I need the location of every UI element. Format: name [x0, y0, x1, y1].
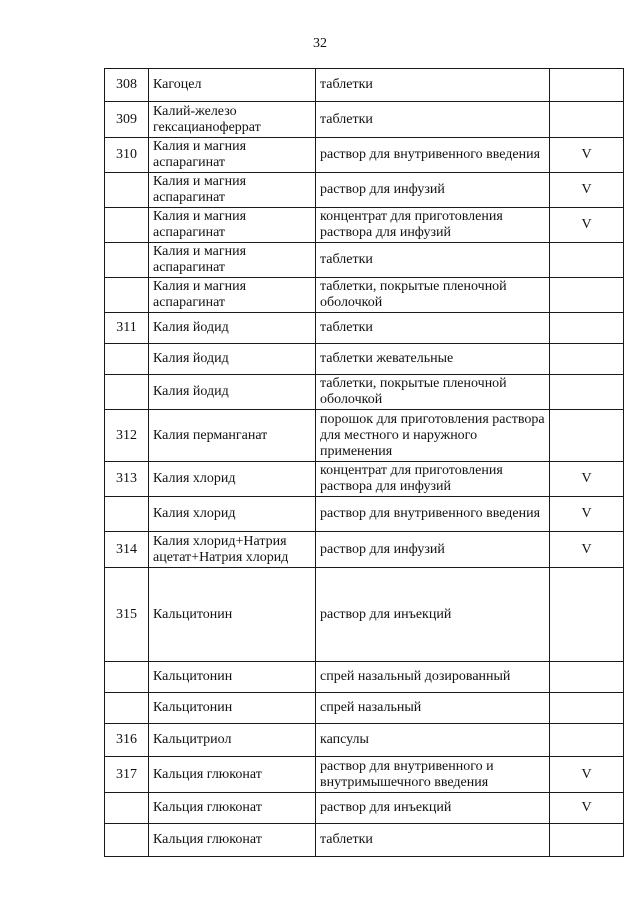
- row-number: 315: [105, 568, 149, 662]
- table-row: [105, 662, 624, 693]
- row-number: 312: [105, 410, 149, 462]
- essential-mark: [550, 824, 624, 857]
- dosage-form: таблетки, покрытые пленочной оболочкой: [316, 278, 550, 313]
- drug-name: Кальцитриол: [149, 724, 316, 757]
- row-number: 314: [105, 532, 149, 568]
- dosage-form: спрей назальный: [316, 693, 550, 724]
- table-row: [105, 757, 624, 793]
- drug-name: Калия перманганат: [149, 410, 316, 462]
- dosage-form: таблетки, покрытые пленочной оболочкой: [316, 375, 550, 410]
- essential-mark: [550, 568, 624, 662]
- table-row: [105, 462, 624, 497]
- dosage-form: таблетки: [316, 69, 550, 102]
- table-row: [105, 313, 624, 344]
- medicines-table: [104, 68, 624, 857]
- row-number: 313: [105, 462, 149, 497]
- dosage-form: концентрат для приготовления раствора для инфузий: [316, 208, 550, 243]
- essential-mark: V: [550, 532, 624, 568]
- essential-mark: [550, 102, 624, 138]
- essential-mark: [550, 69, 624, 102]
- essential-mark: [550, 313, 624, 344]
- essential-mark: V: [550, 138, 624, 173]
- drug-name: Калия и магния аспарагинат: [149, 243, 316, 278]
- row-number: 311: [105, 313, 149, 344]
- dosage-form: раствор для внутривенного введения: [316, 497, 550, 532]
- row-number: [105, 375, 149, 410]
- table-row: [105, 243, 624, 278]
- row-number: 317: [105, 757, 149, 793]
- drug-name: Кагоцел: [149, 69, 316, 102]
- essential-mark: [550, 243, 624, 278]
- table-row: [105, 410, 624, 462]
- row-number: 316: [105, 724, 149, 757]
- drug-name: Калия хлорид+Натрия ацетат+Натрия хлорид: [149, 532, 316, 568]
- row-number: 310: [105, 138, 149, 173]
- table-row: [105, 102, 624, 138]
- dosage-form: раствор для инфузий: [316, 173, 550, 208]
- table-row: [105, 693, 624, 724]
- row-number: [105, 243, 149, 278]
- essential-mark: V: [550, 173, 624, 208]
- dosage-form: таблетки жевательные: [316, 344, 550, 375]
- dosage-form: таблетки: [316, 102, 550, 138]
- row-number: [105, 693, 149, 724]
- dosage-form: раствор для внутривенного введения: [316, 138, 550, 173]
- essential-mark: V: [550, 757, 624, 793]
- dosage-form: таблетки: [316, 824, 550, 857]
- table-row: [105, 497, 624, 532]
- dosage-form: спрей назальный дозированный: [316, 662, 550, 693]
- essential-mark: [550, 278, 624, 313]
- drug-name: Калия хлорид: [149, 462, 316, 497]
- row-number: [105, 208, 149, 243]
- row-number: [105, 662, 149, 693]
- table-row: [105, 69, 624, 102]
- drug-name: Калия йодид: [149, 344, 316, 375]
- essential-mark: V: [550, 497, 624, 532]
- drug-name: Калия и магния аспарагинат: [149, 278, 316, 313]
- table-row: [105, 724, 624, 757]
- table-row: [105, 208, 624, 243]
- table-row: [105, 824, 624, 857]
- essential-mark: [550, 662, 624, 693]
- table-row: [105, 532, 624, 568]
- row-number: [105, 793, 149, 824]
- dosage-form: таблетки: [316, 313, 550, 344]
- drug-name: Кальцитонин: [149, 568, 316, 662]
- table-row: [105, 138, 624, 173]
- table-row: [105, 793, 624, 824]
- drug-name: Кальцитонин: [149, 693, 316, 724]
- dosage-form: раствор для инъекций: [316, 568, 550, 662]
- row-number: [105, 497, 149, 532]
- drug-name: Кальция глюконат: [149, 757, 316, 793]
- essential-mark: [550, 410, 624, 462]
- row-number: [105, 278, 149, 313]
- row-number: [105, 824, 149, 857]
- essential-mark: V: [550, 793, 624, 824]
- table-row: [105, 568, 624, 662]
- drug-name: Калия йодид: [149, 313, 316, 344]
- row-number: 309: [105, 102, 149, 138]
- essential-mark: [550, 693, 624, 724]
- dosage-form: порошок для приготовления раствора для местного и наружного применения: [316, 410, 550, 462]
- page-number: 32: [313, 36, 327, 51]
- dosage-form: таблетки: [316, 243, 550, 278]
- essential-mark: [550, 724, 624, 757]
- drug-name: Калия и магния аспарагинат: [149, 138, 316, 173]
- drug-name: Калий-железо гексацианоферрат: [149, 102, 316, 138]
- table-row: [105, 375, 624, 410]
- drug-name: Калия хлорид: [149, 497, 316, 532]
- drug-name: Кальция глюконат: [149, 824, 316, 857]
- dosage-form: концентрат для приготовления раствора для инфузий: [316, 462, 550, 497]
- essential-mark: [550, 344, 624, 375]
- drug-name: Кальция глюконат: [149, 793, 316, 824]
- row-number: [105, 344, 149, 375]
- drug-name: Калия и магния аспарагинат: [149, 208, 316, 243]
- table-row: [105, 173, 624, 208]
- table-row: [105, 344, 624, 375]
- dosage-form: раствор для инфузий: [316, 532, 550, 568]
- dosage-form: раствор для внутривенного и внутримышечного введения: [316, 757, 550, 793]
- dosage-form: капсулы: [316, 724, 550, 757]
- essential-mark: V: [550, 462, 624, 497]
- medicines-table-body: [105, 69, 624, 857]
- row-number: 308: [105, 69, 149, 102]
- drug-name: Кальцитонин: [149, 662, 316, 693]
- table-row: [105, 278, 624, 313]
- essential-mark: V: [550, 208, 624, 243]
- drug-name: Калия и магния аспарагинат: [149, 173, 316, 208]
- drug-name: Калия йодид: [149, 375, 316, 410]
- row-number: [105, 173, 149, 208]
- essential-mark: [550, 375, 624, 410]
- dosage-form: раствор для инъекций: [316, 793, 550, 824]
